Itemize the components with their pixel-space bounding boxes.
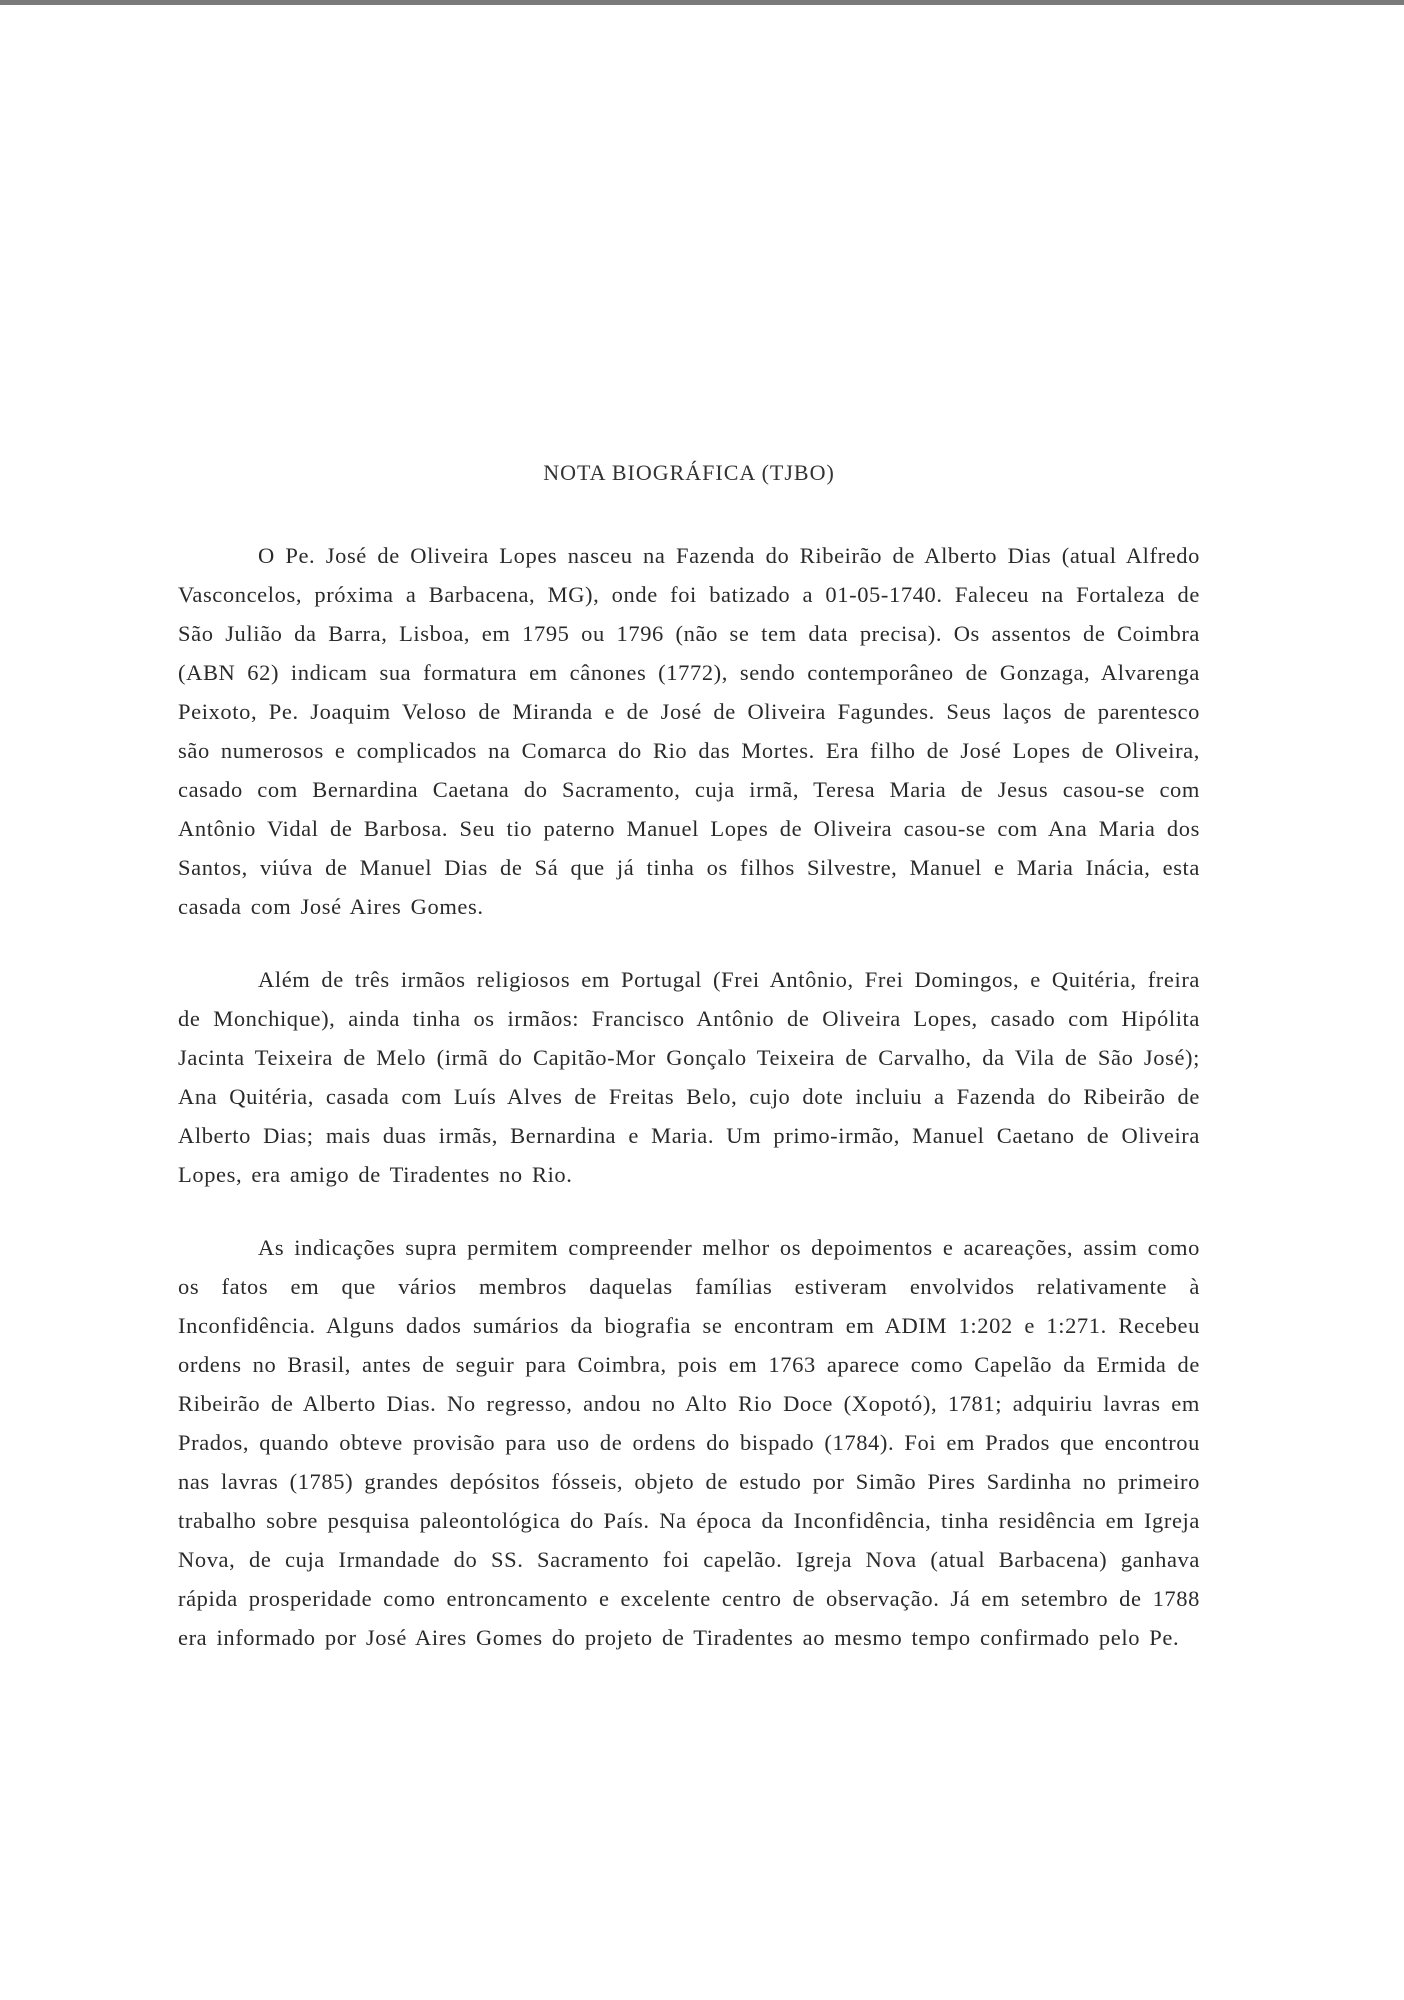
paragraph-3: As indicações supra permitem compreender melhor os depoimentos e acareações, assim como os fatos em que vários membros daquelas famílias estiveram envolvidos relativamente à Inconfidência. Alguns dados sumários da biografia se encontram em ADIM 1:202 e 1:271. Recebeu ordens no Brasil, antes de seguir para Coimbra, pois em 1763 aparece como Capelão da Ermida de Ribeirão de Alberto Dias. No regresso, andou no Alto Rio Doce (Xopotó), 1781; adquiriu lavras em Prados, quando obteve provisão para uso de ordens do bispado (1784). Foi em Prados que encontrou nas lavras (1785) grandes depósitos fósseis, objeto de estudo por Simão Pires Sardinha no primeiro trabalho sobre pesquisa paleontológica do País. Na época da Inconfidência, tinha residência em Igreja Nova, de cuja Irmandade do SS. Sacramento foi capelão. Igreja Nova (atual Barbacena) ganhava rápida prosperidade como entroncamento e excelente centro de observação. Já em setembro de 1788 era informado por José Aires Gomes do projeto de Tiradentes ao mesmo tempo confirmado pelo Pe.	[178, 1235, 1200, 1650]
paragraph-1: O Pe. José de Oliveira Lopes nasceu na Fazenda do Ribeirão de Alberto Dias (atual Alfredo Vasconcelos, próxima a Barbacena, MG), onde foi batizado a 01-05-1740. Faleceu na Fortaleza de São Julião da Barra, Lisboa, em 1795 ou 1796 (não se tem data precisa). Os assentos de Coimbra (ABN 62) indicam sua formatura em cânones (1772), sendo contemporâneo de Gonzaga, Alvarenga Peixoto, Pe. Joaquim Veloso de Miranda e de José de Oliveira Fagundes. Seus laços de parentesco são numerosos e complicados na Comarca do Rio das Mortes. Era filho de José Lopes de Oliveira, casado com Bernardina Caetana do Sacramento, cuja irmã, Teresa Maria de Jesus casou-se com Antônio Vidal de Barbosa. Seu tio paterno Manuel Lopes de Oliveira casou-se com Ana Maria dos Santos, viúva de Manuel Dias de Sá que já tinha os filhos Silvestre, Manuel e Maria Inácia, esta casada com José Aires Gomes.	[178, 543, 1200, 919]
page-title: NOTA BIOGRÁFICA (TJBO)	[543, 460, 835, 485]
top-border-rule	[0, 0, 1404, 5]
paragraph-2: Além de três irmãos religiosos em Portugal (Frei Antônio, Frei Domingos, e Quitéria, freira de Monchique), ainda tinha os irmãos: Francisco Antônio de Oliveira Lopes, casado com Hipólita Jacinta Teixeira de Melo (irmã do Capitão-Mor Gonçalo Teixeira de Carvalho, da Vila de São José); Ana Quitéria, casada com Luís Alves de Freitas Belo, cujo dote incluiu a Fazenda do Ribeirão de Alberto Dias; mais duas irmãs, Bernardina e Maria. Um primo-irmão, Manuel Caetano de Oliveira Lopes, era amigo de Tiradentes no Rio.	[178, 967, 1200, 1187]
document-page	[178, 460, 1200, 1691]
